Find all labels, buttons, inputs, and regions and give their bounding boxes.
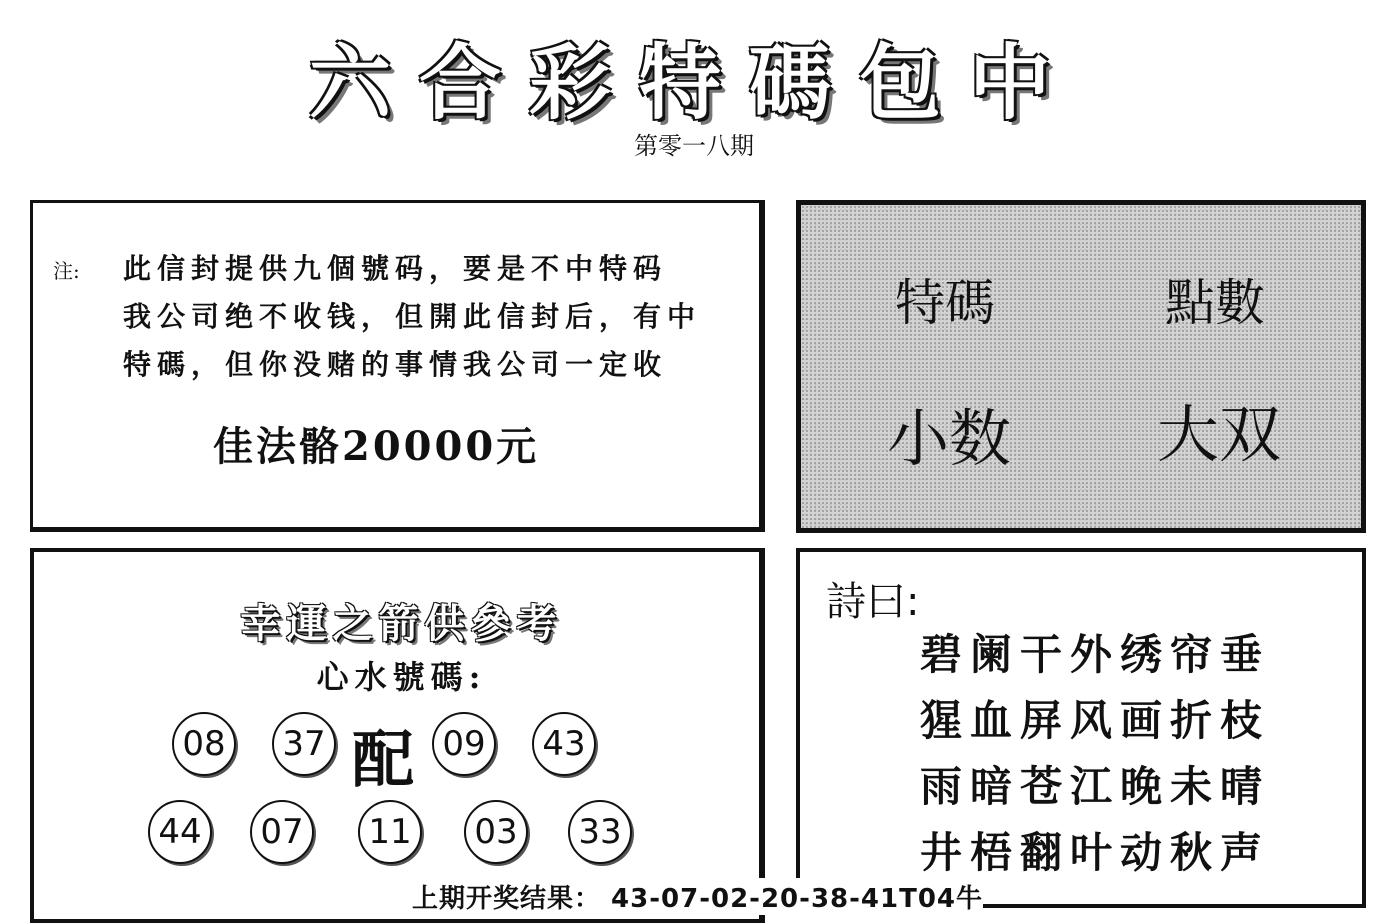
number-ball: 37 — [272, 712, 336, 776]
pei-label: 配 — [352, 723, 415, 796]
page-title: 六合彩特碼包中 — [308, 35, 1079, 131]
lucky-box — [30, 548, 765, 923]
tema-right-header: 點數 — [1165, 274, 1265, 332]
number-ball: 08 — [172, 712, 236, 776]
poem-line-1: 碧阑干外绣帘垂 — [920, 630, 1271, 679]
last-draw-result: 上期开奖结果： 43-07-02-20-38-41T04牛 — [412, 878, 983, 915]
tema-right-value: 大双 — [1157, 398, 1282, 471]
note-box — [30, 200, 765, 532]
lucky-subtitle: 心水號碼: — [316, 658, 487, 696]
number-ball: 33 — [568, 800, 632, 864]
number-ball: 07 — [250, 800, 314, 864]
note-line-3: 特碼，但你没赌的事情我公司一定收 — [123, 348, 668, 381]
tema-box — [796, 200, 1366, 533]
note-line-1: 此信封提供九個號码，要是不中特码 — [123, 252, 668, 285]
number-ball: 09 — [432, 712, 496, 776]
number-ball: 43 — [532, 712, 596, 776]
number-ball: 11 — [358, 800, 422, 864]
note-line-2: 我公司绝不收钱，但開此信封后，有中 — [123, 300, 702, 333]
poem-line-3: 雨暗苍江晚未晴 — [920, 762, 1271, 811]
lucky-title: 幸運之箭供參考 — [240, 600, 563, 647]
number-ball: 44 — [148, 800, 212, 864]
poem-label: 詩曰: — [826, 579, 920, 625]
issue-number: 第零一八期 — [634, 132, 754, 160]
note-label: 注: — [53, 259, 80, 283]
number-ball: 03 — [464, 800, 528, 864]
poem-box — [796, 548, 1366, 908]
poem-line-2: 猩血屏风画折枝 — [920, 696, 1271, 745]
tema-left-header: 特碼 — [895, 274, 995, 332]
poem-line-4: 井梧翻叶动秋声 — [920, 828, 1271, 877]
note-amount: 佳法骼20000元 — [213, 423, 540, 470]
tema-left-value: 小数 — [887, 402, 1012, 475]
